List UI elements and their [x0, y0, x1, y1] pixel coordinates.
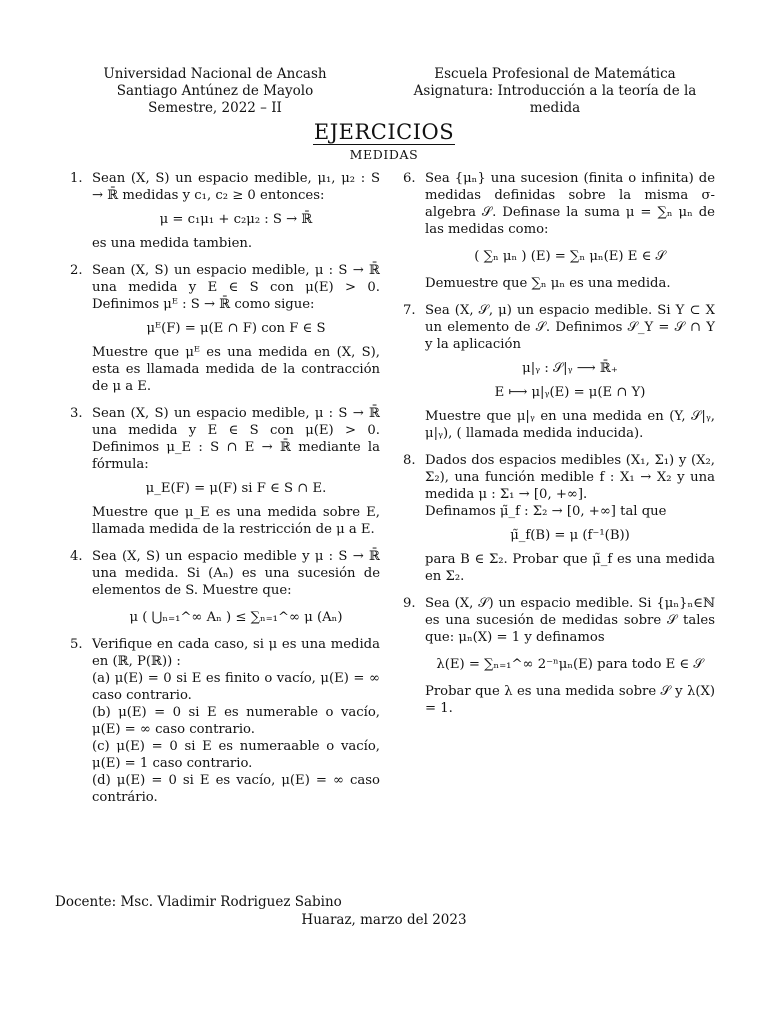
exercise-part-d: (d) μ(E) = 0 si E es vacío, μ(E) = ∞ caso contrário.: [92, 773, 380, 805]
exercise-text: Sea (X, 𝒮) un espacio medible. Si {μₙ}ₙ∈ℕ es una sucesión de medidas sobre 𝒮 tales que: μₙ(X) = 1 y definamos: [425, 596, 715, 645]
exercise-number: 9.: [403, 596, 416, 611]
exercise-text: Verifique en cada caso, si μ es una medida en (ℝ, P(ℝ)) :: [92, 637, 380, 669]
school-name: Escuela Profesional de Matemática: [434, 66, 676, 82]
exercise-4: [70, 548, 380, 626]
university-name: Universidad Nacional de Ancash: [103, 66, 327, 82]
header-school: [405, 66, 705, 117]
exercise-number: 7.: [403, 303, 416, 318]
exercise-6: [403, 170, 715, 292]
exercise-equation: μᴱ(F) = μ(E ∩ F) con F ∈ S: [146, 321, 326, 336]
exercise-text: Sean (X, S) un espacio medible, μ : S → ℝ̄ una medida y E ∈ S con μ(E) > 0. Definimos μᴱ : S → ℝ̄ como sigue:: [92, 263, 380, 312]
date-place: Huaraz, marzo del 2023: [301, 912, 467, 928]
exercise-number: 2.: [70, 263, 83, 278]
exercise-text: Demuestre que ∑ₙ μₙ es una medida.: [425, 276, 671, 291]
exercise-text: Muestre que μᴱ es una medida en (X, S), esta es llamada medida de la contracción de μ a E.: [92, 345, 380, 394]
exercise-8: [403, 452, 715, 585]
exercise-equation: μ|ᵧ : 𝒮|ᵧ ⟶ ℝ̄₊: [522, 361, 618, 376]
exercise-part-b: (b) μ(E) = 0 si E es numerable o vacío, μ(E) = ∞ caso contrario.: [92, 705, 380, 737]
right-column: [403, 170, 715, 727]
university-subname: Santiago Antúnez de Mayolo: [116, 83, 314, 99]
exercise-number: 4.: [70, 549, 83, 564]
exercise-equation: μ_E(F) = μ(F) si F ∈ S ∩ E.: [145, 481, 327, 496]
teacher-name: Docente: Msc. Vladimir Rodriguez Sabino: [55, 894, 342, 910]
exercise-2: [70, 262, 380, 395]
exercise-text: Probar que λ es una medida sobre 𝒮 y λ(X) = 1.: [425, 684, 715, 716]
exercise-number: 5.: [70, 637, 83, 652]
exercise-text: Sea (X, S) un espacio medible y μ : S → ℝ̄ una medida. Si (Aₙ) es una sucesión de elementos de S. Muestre que:: [92, 549, 380, 598]
exercise-5: [70, 636, 380, 806]
exercise-1: [70, 170, 380, 252]
exercise-text: Sea {μₙ} una sucesion (finita o infinita) de medidas definidas sobre la misma σ-algebra 𝒮. Definase la suma μ = ∑ₙ μₙ de las medidas como:: [425, 171, 715, 237]
course-line-1: Asignatura: Introducción a la teoría de la: [413, 83, 697, 99]
exercise-number: 8.: [403, 453, 416, 468]
exercise-text: Sea (X, 𝒮, μ) un espacio medible. Si Y ⊂ X un elemento de 𝒮. Definimos 𝒮_Y = 𝒮 ∩ Y y la aplicación: [425, 303, 715, 352]
page-subtitle: MEDIDAS: [349, 147, 419, 162]
header-university: [100, 66, 330, 117]
exercise-7: [403, 302, 715, 442]
exercise-part-c: (c) μ(E) = 0 si E es numeraable o vacío, μ(E) = 1 caso contrario.: [92, 739, 380, 771]
exercise-equation: E ⟼ μ|ᵧ(E) = μ(E ∩ Y): [494, 385, 646, 400]
exercise-text: es una medida tambien.: [92, 236, 253, 251]
exercise-text: Sean (X, S) un espacio medible, μ₁, μ₂ : S → ℝ̄ medidas y c₁, c₂ ≥ 0 entonces:: [92, 171, 380, 203]
exercise-text: para B ∈ Σ₂. Probar que μ̃_f es una medida en Σ₂.: [425, 552, 715, 584]
exercise-text: Muestre que μ|ᵧ en una medida en (Y, 𝒮|ᵧ, μ|ᵧ), ( llamada medida inducida).: [425, 409, 715, 441]
semester: Semestre, 2022 – II: [148, 100, 282, 116]
course-line-2: medida: [529, 100, 581, 116]
exercise-equation: μ = c₁μ₁ + c₂μ₂ : S → ℝ̄: [159, 212, 313, 227]
exercise-part-a: (a) μ(E) = 0 si E es finito o vacío, μ(E) = ∞ caso contrario.: [92, 671, 380, 703]
exercise-equation: ( ∑ₙ μₙ ) (E) = ∑ₙ μₙ(E) E ∈ 𝒮: [474, 249, 666, 264]
exercise-equation: μ̃_f(B) = μ (f⁻¹(B)): [510, 528, 630, 543]
exercise-text: Definamos μ̃_f : Σ₂ → [0, +∞] tal que: [425, 504, 667, 519]
page-title: EJERCICIOS: [313, 120, 455, 144]
exercise-text: Sean (X, S) un espacio medible, μ : S → ℝ̄ una medida y E ∈ S con μ(E) > 0. Definimos μ_E : S ∩ E → ℝ̄ mediante la fórmula:: [92, 406, 380, 472]
exercise-text: Dados dos espacios medibles (X₁, Σ₁) y (X₂, Σ₂), una función medible f : X₁ → X₂ y una medida μ : Σ₁ → [0, +∞].: [425, 453, 715, 502]
exercise-number: 6.: [403, 171, 416, 186]
exercise-text: Muestre que μ_E es una medida sobre E, llamada medida de la restricción de μ a E.: [92, 505, 380, 537]
left-column: [70, 170, 380, 816]
exercise-equation: μ ( ⋃ₙ₌₁^∞ Aₙ ) ≤ ∑ₙ₌₁^∞ μ (Aₙ): [129, 610, 343, 625]
exercise-9: [403, 595, 715, 717]
exercise-3: [70, 405, 380, 538]
exercise-number: 1.: [70, 171, 83, 186]
exercise-equation: λ(E) = ∑ₙ₌₁^∞ 2⁻ⁿμₙ(E) para todo E ∈ 𝒮: [436, 657, 704, 672]
exercise-number: 3.: [70, 406, 83, 421]
